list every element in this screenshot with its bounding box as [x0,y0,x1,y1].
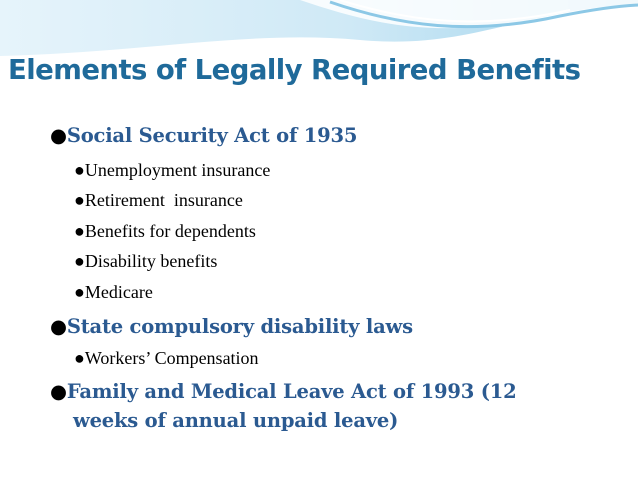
bullet-icon: ● [74,190,85,210]
bullet-icon: ● [74,160,85,180]
bullet-icon: ● [74,282,85,302]
bullet-icon: ● [74,348,85,368]
sublist-item-label: Retirement insurance [84,190,243,210]
list-item-state-disability-laws [50,315,413,338]
sublist-item-medicare [74,282,153,303]
bullet-icon: ● [50,380,67,403]
sublist-item-workers-comp [74,348,259,369]
bullet-icon: ● [74,221,85,241]
bullet-icon: ● [50,315,67,338]
bullet-icon: ● [50,124,67,147]
sublist-item-label: Workers’ Compensation [84,348,259,368]
list-item-label: State compulsory disability laws [66,315,413,338]
list-item-label: Family and Medical Leave Act of 1993 (12 [66,380,517,403]
list-item-fmla [50,380,516,403]
sublist-item-label: Disability benefits [84,251,218,271]
bullet-icon: ● [74,251,85,271]
slide-title: Elements of Legally Required Benefits [8,54,581,86]
list-item-label: Social Security Act of 1935 [66,124,358,147]
sublist-item-label: Benefits for dependents [84,221,256,241]
list-item-fmla-continuation: weeks of annual unpaid leave) [73,409,399,432]
sublist-item-dependents [74,221,256,242]
sublist-item-label: Medicare [84,282,153,302]
sublist-item-unemployment [74,160,270,181]
header-swoosh-decoration [0,0,638,62]
sublist-item-retirement [74,190,243,211]
sublist-item-label: Unemployment insurance [84,160,271,180]
sublist-item-disability [74,251,217,272]
list-item-social-security [50,124,357,147]
